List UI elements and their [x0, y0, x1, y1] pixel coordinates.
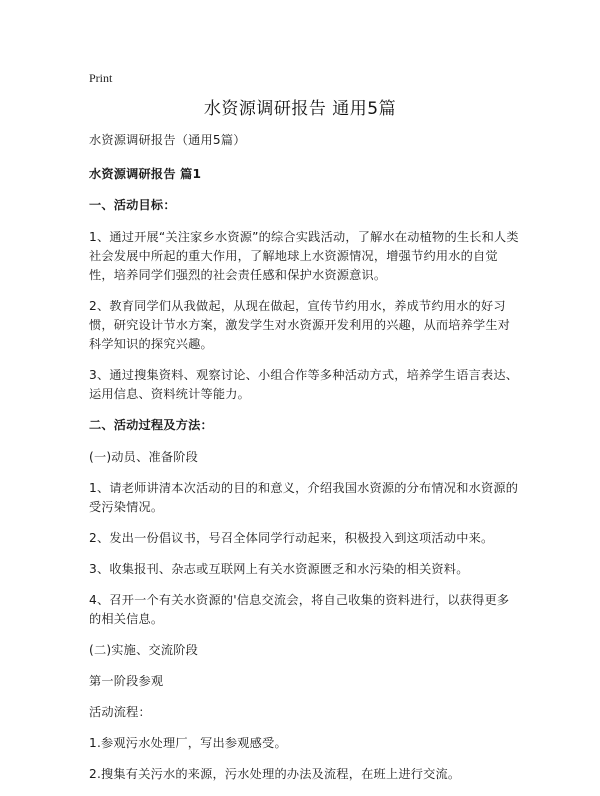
section-title: 水资源调研报告 篇1 — [89, 167, 202, 181]
document-body — [89, 131, 519, 796]
page-title: 水资源调研报告 通用5篇 — [203, 99, 397, 119]
paragraph: 1、通过开展“关注家乡水资源”的综合实践活动，了解水在动植物的生长和人类社会发展中所起的重大作用，了解地球上水资源情况，增强节约用水的自觉性，培养同学们强烈的社会责任感和保护水资源意识。 — [89, 230, 519, 282]
subheading-stage: (一)动员、准备阶段 — [89, 450, 199, 464]
paragraph: 1.参观污水处理厂，写出参观感受。 — [89, 736, 287, 750]
paragraph: 2.搜集有关污水的来源，污水处理的办法及流程，在班上进行交流。 — [89, 767, 461, 781]
heading-activity-process: 二、活动过程及方法： — [89, 418, 213, 432]
print-label[interactable]: Print — [89, 71, 113, 85]
heading-activity-goals: 一、活动目标： — [89, 198, 176, 212]
document-subtitle: 水资源调研报告（通用5篇） — [89, 133, 246, 147]
paragraph: 1、请老师讲清本次活动的目的和意义，介绍我国水资源的分布情况和水资源的受污染情况。 — [89, 481, 519, 514]
subheading-phase: 第一阶段参观 — [89, 674, 164, 688]
subheading-stage: (二)实施、交流阶段 — [89, 643, 199, 657]
subheading-flow: 活动流程： — [89, 705, 151, 719]
paragraph: 3、收集报刊、杂志或互联网上有关水资源匮乏和水污染的相关资料。 — [89, 562, 469, 576]
paragraph: 3、通过搜集资料、观察讨论、小组合作等多种活动方式，培养学生语言表达、运用信息、资料统计等能力。 — [89, 368, 519, 401]
paragraph: 2、发出一份倡议书，号召全体同学行动起来，积极投入到这项活动中来。 — [89, 531, 494, 545]
paragraph: 4、召开一个有关水资源的'信息交流会，将自己收集的资料进行，以获得更多的相关信息。 — [89, 593, 510, 626]
paragraph: 2、教育同学们从我做起，从现在做起，宣传节约用水，养成节约用水的好习惯，研究设计节水方案，激发学生对水资源开发利用的兴趣，从而培养学生对科学知识的探究兴趣。 — [89, 299, 511, 351]
